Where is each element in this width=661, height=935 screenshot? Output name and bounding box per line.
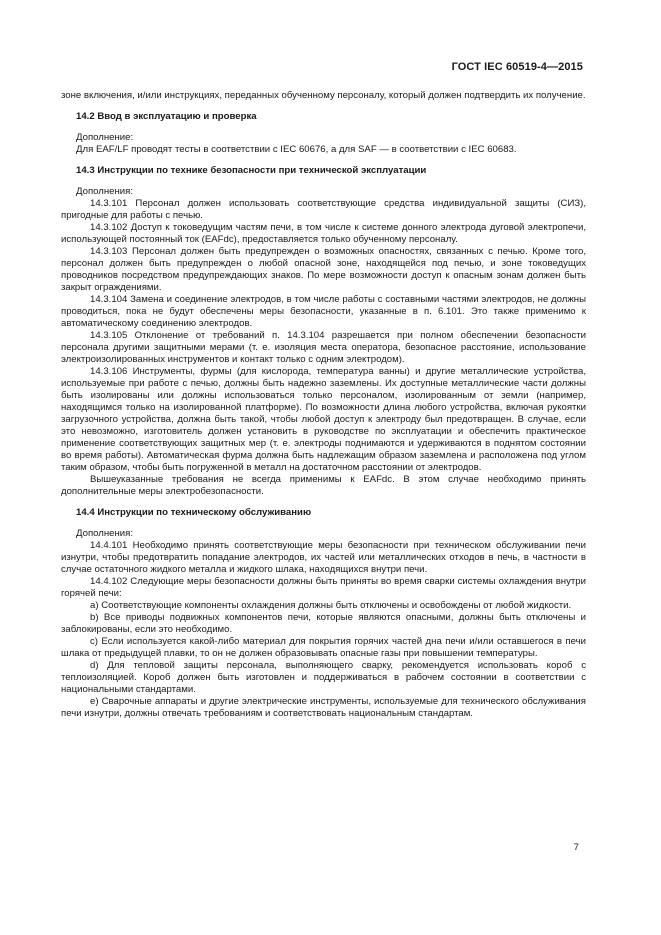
paragraph: 14.4.101 Необходимо принять соответствующие меры безопасности при техническом обслуживании печи изнутри, чтобы предотвратить попадание электродов, их частей или металлических отходов в печь, в частности в случае остаточного жидкого металла и жидкого шлака, находящихся внутри печи. xyxy=(61,540,586,575)
paragraph: 14.3.103 Персонал должен быть предупрежден о возможных опасностях, связанных с печью. Кроме того, персонал должен быть предупрежден о любой опасной зоне, находящейся под печью, и зоне токоведущих проводников посредством предупреждающих знаков. По мере возможности доступ к опасным зонам должен быть закрыт ограждениями. xyxy=(61,246,586,293)
paragraph: 14.3.106 Инструменты, фурмы (для кислорода, температура ванны) и другие металлические устройства, используемые при работе с печью, должны быть надежно заземлены. Их доступные металлические части должны быть изолированы или должны использоваться только персоналом, изолированным от земли (например, находящимся только на изолированной платформе). По возможности длина любого устройства, включая рукоятки загрузочного устройства, должна быть такой, чтобы любой доступ к электроду был предотвращен. В случае, если это невозможно, изготовитель должен установить в руководстве по эксплуатации и обеспечить практическое применение соответствующих защитных мер (т. е. электроды поднимаются и удерживаются в поднятом состоянии во время работы). Автоматическая фурма должна быть надлежащим образом заземлена и расположена под углом таким образом, чтобы быть погруженной в металл на достаточном расстоянии от электродов. xyxy=(61,366,586,473)
paragraph: зоне включения, и/или инструкциях, переданных обученному персоналу, который должен подтвердить их получение. xyxy=(61,90,586,101)
page-number: 7 xyxy=(573,842,579,853)
paragraph: 14.3.101 Персонал должен использовать соответствующие средства индивидуальной защиты (СИЗ), пригодные для работы с печью. xyxy=(61,198,586,221)
paragraph: 14.3.105 Отклонение от требований п. 14.3.104 разрешается при полном обеспечении безопасности персонала другими защитными мерами (т. е. изоляция места оператора, безопасное расстояние, использование электроизолированных инструментов и контакт только с одним электродом). xyxy=(61,330,586,365)
paragraph: d) Для тепловой защиты персонала, выполняющего сварку, рекомендуется использовать короб с теплоизоляцией. Короб должен быть изготовлен и поддерживаться в рабочем состоянии в соответствии с национальными стандартами. xyxy=(61,660,586,695)
spacer xyxy=(61,498,586,507)
spacer xyxy=(61,123,586,132)
paragraph: Дополнения: xyxy=(76,186,134,197)
spacer xyxy=(61,102,586,111)
paragraph: a) Соответствующие компоненты охлаждения должны быть отключены и освобождены от любой жидкости. xyxy=(90,600,572,611)
paragraph: Дополнения: xyxy=(76,528,134,539)
section-heading: 14.2 Ввод в эксплуатацию и проверка xyxy=(76,111,257,122)
paragraph: 14.3.102 Доступ к токоведущим частям печи, в том числе к системе донного электрода дуговой электропечи, использующей постоянный ток (EAFdc), предоставляется только обученному персоналу. xyxy=(61,222,586,245)
document-body xyxy=(61,90,586,720)
paragraph: Вышеуказанные требования не всегда применимы к EAFdc. В этом случае необходимо принять дополнительные меры электробезопасности. xyxy=(61,474,586,497)
paragraph: b) Все приводы подвижных компонентов печи, которые являются опасными, должны быть отключены и заблокированы, если это необходимо. xyxy=(61,612,586,635)
paragraph: Для EAF/LF проводят тесты в соответствии с IEC 60676, а для SAF — в соответствии с IEC 60683. xyxy=(76,144,517,155)
section-heading: 14.4 Инструкции по техническому обслуживанию xyxy=(76,507,312,518)
spacer xyxy=(61,156,586,165)
paragraph: 14.4.102 Следующие меры безопасности должны быть приняты во время сварки системы охлаждения внутри горячей печи: xyxy=(61,576,586,599)
paragraph: c) Если используется какой-либо материал для покрытия горячих частей дна печи и/или оставшегося в печи шлака от предыдущей плавки, то он не должен образовывать опасные газы при повышении температуры. xyxy=(61,636,586,659)
standard-header: ГОСТ IEC 60519-4—2015 xyxy=(451,61,583,73)
paragraph: 14.3.104 Замена и соединение электродов, в том числе работы с составными частями электродов, не должны проводиться, пока не будут обеспечены меры безопасности, указанные в п. 6.101. Это также применимо к автоматическому соединению электродов. xyxy=(61,294,586,329)
spacer xyxy=(61,177,586,186)
paragraph: Дополнение: xyxy=(76,132,134,143)
section-heading: 14.3 Инструкции по технике безопасности при технической эксплуатации xyxy=(76,165,427,176)
spacer xyxy=(61,519,586,528)
paragraph: e) Сварочные аппараты и другие электрические инструменты, используемые для технического обслуживания печи изнутри, должны отвечать требованиям и соответствовать национальным стандартам. xyxy=(61,696,586,719)
